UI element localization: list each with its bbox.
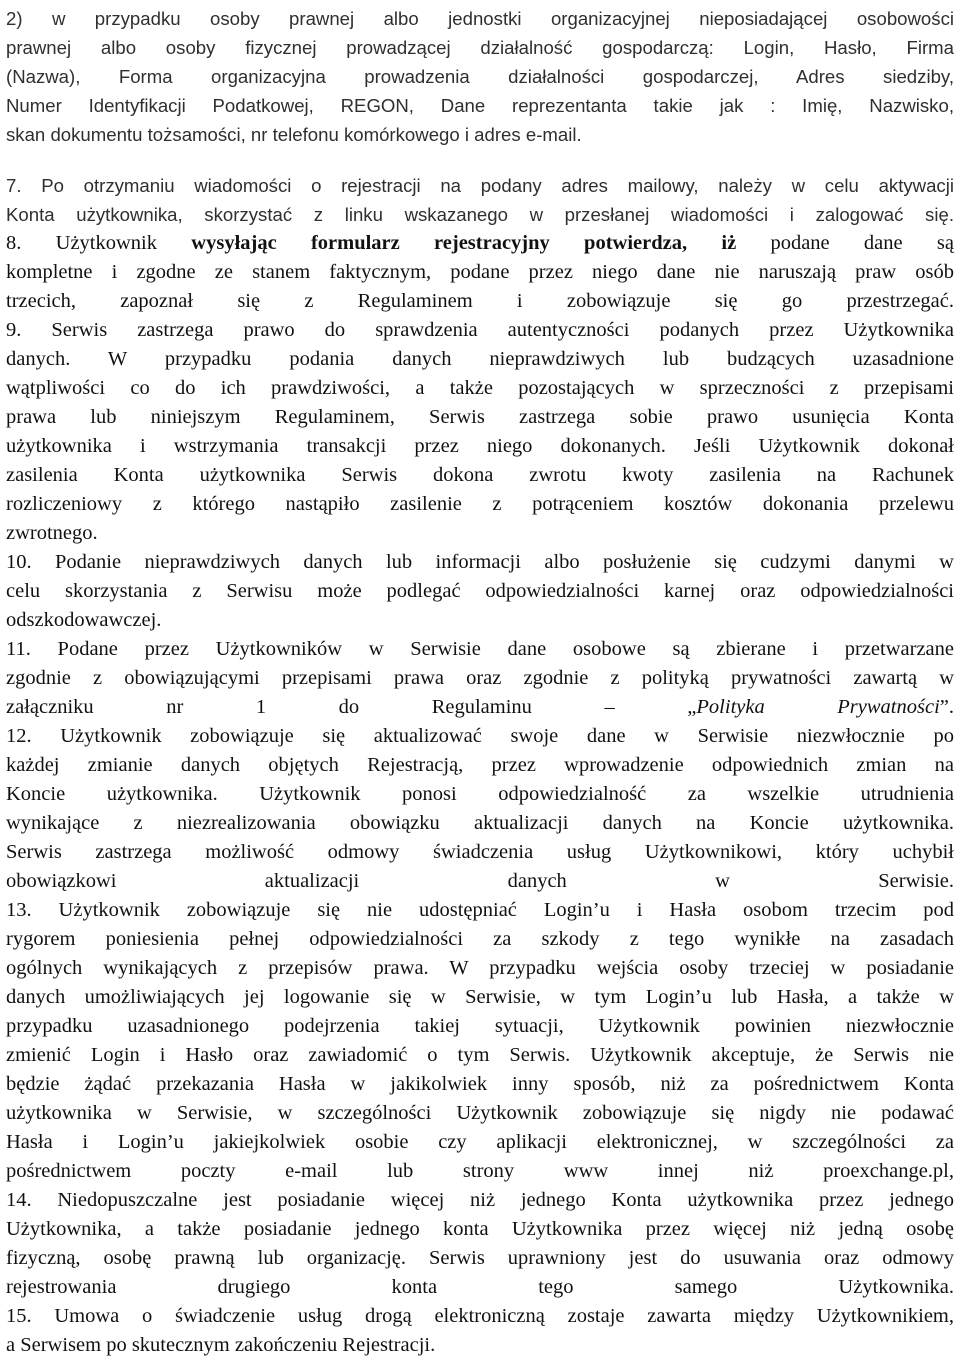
line-l40-text-1: pośrednictwem poczty e-mail lub strony www innej niż proexchange.pl, [6, 1160, 954, 1182]
line-l19 [6, 548, 954, 577]
line-l17 [6, 490, 954, 519]
line-l43 [6, 1244, 954, 1273]
line-l06 [6, 171, 954, 200]
line-l38-text-1: użytkownika w Serwisie, w szczególności Użytkownik zobowiązuje się nigdy nie podawać [6, 1102, 954, 1124]
line-l27-text-1: Koncie użytkownika. Użytkownik ponosi odpowiedzialność za wszelkie utrudnienia [6, 783, 954, 805]
line-l44-text-1: rejestrowania drugiego konta tego samego Użytkownika. [6, 1276, 954, 1298]
line-l36-text-1: zmienić Login i Hasło oraz zawiadomić o tym Serwis. Użytkownik akceptuje, że Serwis nie [6, 1044, 954, 1066]
line-l17-text-1: rozliczeniowy z którego nastąpiło zasilenie z potrąceniem kosztów dokonania przelewu [6, 493, 954, 515]
line-l21-text-1: odszkodowawczej. [6, 609, 162, 631]
line-l08-text-2: wysyłając formularz rejestracyjny potwierdza, iż [191, 232, 737, 254]
line-l30 [6, 867, 954, 896]
line-l45-text-1: 15. Umowa o świadczenie usług drogą elektroniczną zostaje zawarta między Użytkownikiem, [6, 1305, 954, 1327]
line-l16 [6, 461, 954, 490]
line-l24-text-2: Polityka Prywatności [696, 696, 940, 718]
line-l30-text-1: obowiązkowi aktualizacji danych w Serwisie. [6, 870, 954, 892]
line-l27 [6, 780, 954, 809]
line-l15-text-1: użytkownika i wstrzymania transakcji przez niego dokonanych. Jeśli Użytkownik dokonał [6, 435, 954, 457]
line-l41 [6, 1186, 954, 1215]
line-l07 [6, 200, 954, 229]
line-l42-text-1: Użytkownika, a także posiadanie jednego konta Użytkownika przez więcej niż jedną osobę [6, 1218, 954, 1240]
line-l42 [6, 1215, 954, 1244]
line-l32 [6, 925, 954, 954]
line-l33 [6, 954, 954, 983]
line-l26 [6, 751, 954, 780]
line-l05-text-1: skan dokumentu tożsamości, nr telefonu komórkowego i adres e-mail. [6, 124, 582, 145]
line-l09 [6, 258, 954, 287]
line-l04-text-1: Numer Identyfikacji Podatkowej, REGON, Dane reprezentanta takie jak : Imię, Nazwisko, [6, 95, 954, 116]
line-l01-text-1: 2) w przypadku osoby prawnej albo jednostki organizacyjnej nieposiadającej osobowości [6, 8, 954, 29]
line-l02 [6, 33, 954, 62]
line-l12 [6, 345, 954, 374]
line-l22 [6, 635, 954, 664]
line-l29-text-1: Serwis zastrzega możliwość odmowy świadczenia usług Użytkownikowi, który uchybił [6, 841, 954, 863]
line-l26-text-1: każdej zmianie danych objętych Rejestracją, przez wprowadzenie odpowiednich zmian na [6, 754, 954, 776]
line-l24 [6, 693, 954, 722]
line-l31-text-1: 13. Użytkownik zobowiązuje się nie udostępniać Login’u i Hasła osobom trzecim pod [6, 899, 954, 921]
line-l20-text-1: celu skorzystania z Serwisu może podlegać odpowiedzialności karnej oraz odpowiedzialności [6, 580, 954, 602]
line-l02-text-1: prawnej albo osoby fizycznej prowadzącej działalność gospodarczą: Login, Hasło, Firma [6, 37, 954, 58]
line-l18 [6, 519, 954, 548]
line-l14 [6, 403, 954, 432]
line-l46 [6, 1331, 954, 1360]
line-l28-text-1: wynikające z niezrealizowania obowiązku aktualizacji danych na Koncie użytkownika. [6, 812, 954, 834]
line-l46-text-1: a Serwisem po skutecznym zakończeniu Rejestracji. [6, 1334, 436, 1356]
line-l39-text-1: Hasła i Login’u jakiejkolwiek osobie czy aplikacji elektronicznej, w szczególności za [6, 1131, 954, 1153]
line-l23 [6, 664, 954, 693]
line-l34 [6, 983, 954, 1012]
line-l24-text-1: załączniku nr 1 do Regulaminu – „ [6, 696, 697, 718]
line-l03 [6, 62, 954, 91]
line-l37-text-1: będzie żądać przekazania Hasła w jakikolwiek inny sposób, niż za pośrednictwem Konta [6, 1073, 954, 1095]
line-l21 [6, 606, 954, 635]
line-l15 [6, 432, 954, 461]
line-l04 [6, 91, 954, 120]
line-l12-text-1: danych. W przypadku podania danych nieprawdziwych lub budzących uzasadnione [6, 348, 954, 370]
line-l43-text-1: fizyczną, osobę prawną lub organizację. Serwis uprawniony jest do usuwania oraz odmowy [6, 1247, 954, 1269]
line-l06-text-1: 7. Po otrzymaniu wiadomości o rejestracji na podany adres mailowy, należy w celu aktywacji [6, 175, 954, 196]
line-l25-text-1: 12. Użytkownik zobowiązuje się aktualizować swoje dane w Serwisie niezwłocznie po [6, 725, 954, 747]
line-l37 [6, 1070, 954, 1099]
line-l34-text-1: danych umożliwiających jej logowanie się w Serwisie, w tym Login’u lub Hasła, a także w [6, 986, 954, 1008]
line-l20 [6, 577, 954, 606]
line-l08 [6, 229, 954, 258]
line-l32-text-1: rygorem poniesienia pełnej odpowiedzialności za szkody z tego wynikłe na zasadach [6, 928, 954, 950]
line-l08-text-3: podane dane są [736, 232, 954, 254]
line-l29 [6, 838, 954, 867]
line-l45 [6, 1302, 954, 1331]
line-l24-text-3: ”. [939, 696, 954, 718]
line-l31 [6, 896, 954, 925]
line-l09-text-1: kompletne i zgodne ze stanem faktycznym, podane przez niego dane nie naruszają praw osób [6, 261, 954, 283]
line-l25 [6, 722, 954, 751]
line-l01 [6, 4, 954, 33]
line-l35-text-1: przypadku uzasadnionego podejrzenia takiej sytuacji, Użytkownik powinien niezwłocznie [6, 1015, 954, 1037]
line-l10 [6, 287, 954, 316]
line-l19-text-1: 10. Podanie nieprawdziwych danych lub informacji albo posłużenie się cudzymi danymi w [6, 551, 954, 573]
line-l11 [6, 316, 954, 345]
line-l14-text-1: prawa lub niniejszym Regulaminem, Serwis zastrzega sobie prawo usunięcia Konta [6, 406, 954, 428]
line-l03-text-1: (Nazwa), Forma organizacyjna prowadzenia działalności gospodarczej, Adres siedziby, [6, 66, 954, 87]
line-l36 [6, 1041, 954, 1070]
line-l35 [6, 1012, 954, 1041]
line-l11-text-1: 9. Serwis zastrzega prawo do sprawdzenia autentyczności podanych przez Użytkownika [6, 319, 954, 341]
line-l16-text-1: zasilenia Konta użytkownika Serwis dokona zwrotu kwoty zasilenia na Rachunek [6, 464, 954, 486]
line-l07-text-1: Konta użytkownika, skorzystać z linku wskazanego w przesłanej wiadomości i zalogować się. [6, 204, 954, 225]
line-l40 [6, 1157, 954, 1186]
line-l13 [6, 374, 954, 403]
line-l39 [6, 1128, 954, 1157]
line-l22-text-1: 11. Podane przez Użytkowników w Serwisie dane osobowe są zbierane i przetwarzane [6, 638, 954, 660]
line-l18-text-1: zwrotnego. [6, 522, 98, 544]
line-l05 [6, 120, 954, 149]
line-l33-text-1: ogólnych wynikających z przepisów prawa. W przypadku wejścia osoby trzeciej w posiadanie [6, 957, 954, 979]
line-l23-text-1: zgodnie z obowiązującymi przepisami prawa oraz zgodnie z polityką prywatności zawartą w [6, 667, 954, 689]
line-l10-text-1: trzecich, zapoznał się z Regulaminem i zobowiązuje się go przestrzegać. [6, 290, 954, 312]
line-l44 [6, 1273, 954, 1302]
line-l38 [6, 1099, 954, 1128]
line-l41-text-1: 14. Niedopuszczalne jest posiadanie więcej niż jednego Konta użytkownika przez jednego [6, 1189, 954, 1211]
line-l28 [6, 809, 954, 838]
line-l08-text-1: 8. Użytkownik [6, 232, 192, 254]
line-l13-text-1: wątpliwości co do ich prawdziwości, a także pozostających w sprzeczności z przepisami [6, 377, 954, 399]
